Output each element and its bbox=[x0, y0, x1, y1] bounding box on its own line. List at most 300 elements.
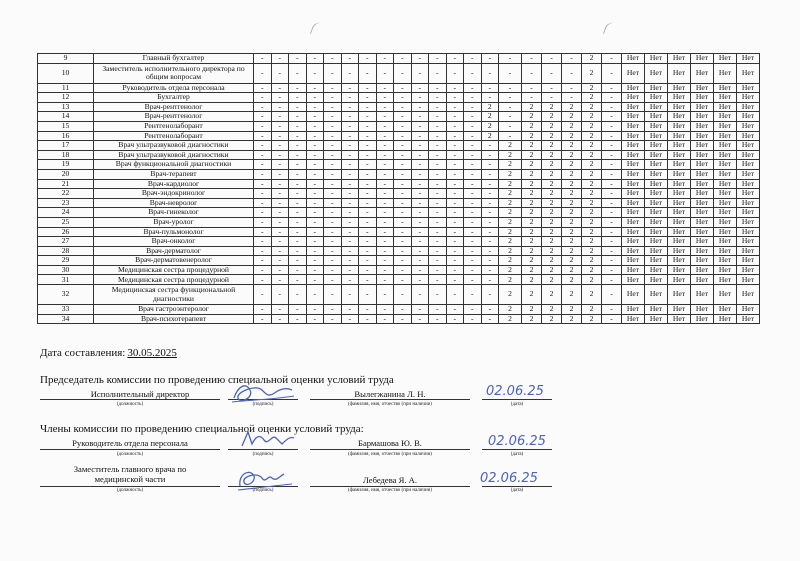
factor-cell: - bbox=[446, 256, 464, 266]
factor-cell: - bbox=[394, 189, 412, 199]
factor-cell: - bbox=[394, 246, 412, 256]
class-cell: 2 bbox=[582, 131, 602, 141]
position-cell: Врач-пульмонолог bbox=[94, 227, 254, 237]
factor-cell: 2 bbox=[562, 141, 582, 151]
factor-cell: - bbox=[481, 227, 499, 237]
factor-cell: 2 bbox=[562, 227, 582, 237]
factor-cell: - bbox=[341, 63, 359, 83]
guarantee-cell: Нет bbox=[668, 265, 691, 275]
factor-cell: - bbox=[429, 63, 447, 83]
factor-cell: 2 bbox=[522, 217, 542, 227]
guarantee-cell: Нет bbox=[645, 160, 668, 170]
class-cell: 2 bbox=[582, 169, 602, 179]
factor-cell: - bbox=[411, 169, 429, 179]
factor-cell: - bbox=[446, 208, 464, 218]
underline bbox=[482, 449, 552, 450]
factor-cell: - bbox=[359, 305, 377, 315]
factor-cell: - bbox=[499, 93, 522, 103]
row-number-cell: 9 bbox=[38, 54, 94, 64]
flag-cell: - bbox=[602, 208, 622, 218]
factor-cell: - bbox=[394, 227, 412, 237]
guarantee-cell: Нет bbox=[737, 150, 760, 160]
factor-cell: 2 bbox=[522, 198, 542, 208]
factor-cell: - bbox=[254, 121, 272, 131]
flag-cell: - bbox=[602, 246, 622, 256]
factor-cell: 2 bbox=[522, 246, 542, 256]
factor-cell: - bbox=[341, 314, 359, 324]
factor-cell: - bbox=[429, 314, 447, 324]
factor-cell: - bbox=[411, 93, 429, 103]
factor-cell: 2 bbox=[542, 217, 562, 227]
factor-cell: - bbox=[289, 189, 307, 199]
factor-cell: - bbox=[376, 54, 394, 64]
factor-cell: - bbox=[429, 93, 447, 103]
factor-cell: - bbox=[429, 237, 447, 247]
factor-cell: - bbox=[289, 227, 307, 237]
factor-cell: 2 bbox=[522, 227, 542, 237]
factor-cell: - bbox=[481, 265, 499, 275]
guarantee-cell: Нет bbox=[691, 189, 714, 199]
flag-cell: - bbox=[602, 179, 622, 189]
factor-cell: - bbox=[542, 54, 562, 64]
table-row bbox=[38, 237, 760, 247]
factor-cell: - bbox=[306, 198, 324, 208]
guarantee-cell: Нет bbox=[645, 208, 668, 218]
factor-cell: - bbox=[271, 256, 289, 266]
factor-cell: - bbox=[271, 179, 289, 189]
factor-cell: 2 bbox=[499, 169, 522, 179]
flag-cell: - bbox=[602, 131, 622, 141]
factor-cell: - bbox=[446, 285, 464, 305]
factor-cell: - bbox=[464, 237, 482, 247]
factor-cell: - bbox=[446, 131, 464, 141]
factor-cell: - bbox=[376, 246, 394, 256]
factor-cell: - bbox=[446, 305, 464, 315]
factor-cell: - bbox=[359, 160, 377, 170]
table-row bbox=[38, 305, 760, 315]
factor-cell: - bbox=[324, 265, 342, 275]
caption-position: (должность) bbox=[116, 402, 144, 407]
chair-section-title: Председатель комиссии по проведению специальной оценки условий труда bbox=[40, 374, 394, 386]
factor-cell: - bbox=[499, 121, 522, 131]
factor-cell: - bbox=[254, 305, 272, 315]
factor-cell: - bbox=[341, 83, 359, 93]
underline bbox=[40, 399, 220, 400]
factor-cell: - bbox=[341, 179, 359, 189]
flag-cell: - bbox=[602, 189, 622, 199]
class-cell: 2 bbox=[582, 121, 602, 131]
row-number-cell: 24 bbox=[38, 208, 94, 218]
factor-cell: 2 bbox=[522, 208, 542, 218]
guarantee-cell: Нет bbox=[645, 198, 668, 208]
guarantee-cell: Нет bbox=[668, 179, 691, 189]
table-row bbox=[38, 179, 760, 189]
guarantee-cell: Нет bbox=[668, 246, 691, 256]
factor-cell: - bbox=[411, 227, 429, 237]
factor-cell: - bbox=[341, 227, 359, 237]
factor-cell: - bbox=[464, 314, 482, 324]
factor-cell: - bbox=[464, 169, 482, 179]
factor-cell: - bbox=[324, 256, 342, 266]
factor-cell: 2 bbox=[499, 179, 522, 189]
class-cell: 2 bbox=[582, 141, 602, 151]
table-row bbox=[38, 54, 760, 64]
factor-cell: 2 bbox=[522, 160, 542, 170]
factor-cell: 2 bbox=[522, 102, 542, 112]
factor-cell: - bbox=[289, 112, 307, 122]
guarantee-cell: Нет bbox=[691, 217, 714, 227]
row-number-cell: 31 bbox=[38, 275, 94, 285]
factor-cell: - bbox=[394, 314, 412, 324]
position-cell: Рентгенолаборант bbox=[94, 121, 254, 131]
factor-cell: - bbox=[446, 246, 464, 256]
factor-cell: - bbox=[324, 227, 342, 237]
factor-cell: - bbox=[376, 217, 394, 227]
factor-cell: - bbox=[324, 208, 342, 218]
factor-cell: - bbox=[324, 54, 342, 64]
guarantee-cell: Нет bbox=[668, 150, 691, 160]
factor-cell: - bbox=[289, 198, 307, 208]
table-row bbox=[38, 131, 760, 141]
factor-cell: - bbox=[429, 275, 447, 285]
guarantee-cell: Нет bbox=[714, 227, 737, 237]
factor-cell: - bbox=[394, 131, 412, 141]
factor-cell: - bbox=[481, 285, 499, 305]
factor-cell: - bbox=[394, 169, 412, 179]
row-number-cell: 26 bbox=[38, 227, 94, 237]
factor-cell: 2 bbox=[542, 189, 562, 199]
factor-cell: 2 bbox=[542, 208, 562, 218]
guarantee-cell: Нет bbox=[622, 54, 645, 64]
factor-cell: - bbox=[289, 150, 307, 160]
factor-cell: - bbox=[324, 150, 342, 160]
factor-cell: 2 bbox=[562, 102, 582, 112]
factor-cell: - bbox=[254, 227, 272, 237]
factor-cell: - bbox=[411, 83, 429, 93]
position-cell: Врач-эндокринолог bbox=[94, 189, 254, 199]
guarantee-cell: Нет bbox=[737, 198, 760, 208]
factor-cell: - bbox=[254, 275, 272, 285]
position-cell: Врач-гинеколог bbox=[94, 208, 254, 218]
guarantee-cell: Нет bbox=[645, 54, 668, 64]
factor-cell: - bbox=[289, 93, 307, 103]
guarantee-cell: Нет bbox=[691, 121, 714, 131]
guarantee-cell: Нет bbox=[622, 179, 645, 189]
factor-cell: - bbox=[289, 54, 307, 64]
guarantee-cell: Нет bbox=[714, 198, 737, 208]
factor-cell: 2 bbox=[542, 112, 562, 122]
factor-cell: - bbox=[341, 121, 359, 131]
guarantee-cell: Нет bbox=[622, 160, 645, 170]
factor-cell: - bbox=[306, 121, 324, 131]
guarantee-cell: Нет bbox=[622, 246, 645, 256]
guarantee-cell: Нет bbox=[714, 102, 737, 112]
factor-cell: - bbox=[359, 179, 377, 189]
guarantee-cell: Нет bbox=[622, 169, 645, 179]
factor-cell: - bbox=[429, 227, 447, 237]
factor-cell: - bbox=[306, 314, 324, 324]
class-cell: 2 bbox=[582, 285, 602, 305]
factor-cell: - bbox=[306, 275, 324, 285]
factor-cell: - bbox=[481, 217, 499, 227]
factor-cell: - bbox=[376, 150, 394, 160]
guarantee-cell: Нет bbox=[645, 189, 668, 199]
factor-cell: 2 bbox=[542, 246, 562, 256]
factor-cell: - bbox=[522, 63, 542, 83]
factor-cell: - bbox=[271, 217, 289, 227]
factor-cell: - bbox=[359, 265, 377, 275]
guarantee-cell: Нет bbox=[622, 150, 645, 160]
flag-cell: - bbox=[602, 256, 622, 266]
factor-cell: - bbox=[289, 217, 307, 227]
factor-cell: - bbox=[446, 102, 464, 112]
guarantee-cell: Нет bbox=[645, 285, 668, 305]
factor-cell: - bbox=[464, 305, 482, 315]
guarantee-cell: Нет bbox=[714, 305, 737, 315]
position-cell: Врач-рентгенолог bbox=[94, 112, 254, 122]
factor-cell: - bbox=[481, 160, 499, 170]
factor-cell: - bbox=[411, 131, 429, 141]
factor-cell: - bbox=[446, 275, 464, 285]
guarantee-cell: Нет bbox=[668, 83, 691, 93]
factor-cell: 2 bbox=[522, 275, 542, 285]
factor-cell: - bbox=[481, 246, 499, 256]
factor-cell: - bbox=[464, 102, 482, 112]
factor-cell: - bbox=[289, 160, 307, 170]
guarantee-cell: Нет bbox=[622, 305, 645, 315]
factor-cell: - bbox=[394, 121, 412, 131]
factor-cell: - bbox=[376, 93, 394, 103]
table-row bbox=[38, 198, 760, 208]
factor-cell: - bbox=[542, 63, 562, 83]
guarantee-cell: Нет bbox=[737, 208, 760, 218]
factor-cell: - bbox=[341, 285, 359, 305]
guarantee-cell: Нет bbox=[622, 237, 645, 247]
factor-cell: - bbox=[359, 198, 377, 208]
factor-cell: - bbox=[429, 256, 447, 266]
class-cell: 2 bbox=[582, 198, 602, 208]
factor-cell: 2 bbox=[562, 198, 582, 208]
factor-cell: - bbox=[254, 198, 272, 208]
factor-cell: - bbox=[306, 150, 324, 160]
factor-cell: - bbox=[341, 102, 359, 112]
guarantee-cell: Нет bbox=[737, 131, 760, 141]
factor-cell: - bbox=[376, 83, 394, 93]
factor-cell: - bbox=[359, 63, 377, 83]
caption-fio: (фамилия, имя, отчество (при наличии) bbox=[348, 452, 432, 457]
factor-cell: - bbox=[464, 246, 482, 256]
factor-cell: - bbox=[254, 208, 272, 218]
factor-cell: - bbox=[394, 208, 412, 218]
factor-cell: - bbox=[289, 208, 307, 218]
guarantee-cell: Нет bbox=[622, 217, 645, 227]
guarantee-cell: Нет bbox=[691, 141, 714, 151]
factor-cell: - bbox=[446, 198, 464, 208]
factor-cell: 2 bbox=[562, 189, 582, 199]
member-1-name: Бармашова Ю. В. bbox=[358, 438, 422, 448]
factor-cell: 2 bbox=[562, 208, 582, 218]
factor-cell: - bbox=[429, 83, 447, 93]
guarantee-cell: Нет bbox=[622, 275, 645, 285]
guarantee-cell: Нет bbox=[645, 102, 668, 112]
factor-cell: - bbox=[499, 112, 522, 122]
factor-cell: - bbox=[359, 121, 377, 131]
row-number-cell: 34 bbox=[38, 314, 94, 324]
guarantee-cell: Нет bbox=[714, 179, 737, 189]
factor-cell: - bbox=[359, 256, 377, 266]
factor-cell: - bbox=[411, 285, 429, 305]
factor-cell: - bbox=[522, 83, 542, 93]
caption-position: (должность) bbox=[116, 452, 144, 457]
row-number-cell: 28 bbox=[38, 246, 94, 256]
factor-cell: - bbox=[289, 305, 307, 315]
underline bbox=[310, 399, 470, 400]
factor-cell: - bbox=[394, 150, 412, 160]
factor-cell: - bbox=[464, 256, 482, 266]
factor-cell: - bbox=[271, 189, 289, 199]
factor-cell: - bbox=[289, 246, 307, 256]
guarantee-cell: Нет bbox=[668, 237, 691, 247]
guarantee-cell: Нет bbox=[622, 63, 645, 83]
guarantee-cell: Нет bbox=[668, 198, 691, 208]
factor-cell: - bbox=[324, 314, 342, 324]
factor-cell: - bbox=[446, 63, 464, 83]
factor-cell: - bbox=[464, 179, 482, 189]
factor-cell: - bbox=[254, 54, 272, 64]
factor-cell: - bbox=[411, 189, 429, 199]
factor-cell: - bbox=[446, 265, 464, 275]
factor-cell: 2 bbox=[522, 305, 542, 315]
guarantee-cell: Нет bbox=[645, 93, 668, 103]
member-2-signature-icon bbox=[232, 462, 296, 496]
row-number-cell: 16 bbox=[38, 131, 94, 141]
factor-cell: - bbox=[271, 285, 289, 305]
guarantee-cell: Нет bbox=[668, 314, 691, 324]
factor-cell: 2 bbox=[562, 150, 582, 160]
factor-cell: - bbox=[429, 102, 447, 112]
factor-cell: - bbox=[446, 217, 464, 227]
factor-cell: - bbox=[289, 256, 307, 266]
guarantee-cell: Нет bbox=[737, 189, 760, 199]
factor-cell: - bbox=[376, 179, 394, 189]
flag-cell: - bbox=[602, 93, 622, 103]
guarantee-cell: Нет bbox=[737, 314, 760, 324]
factor-cell: 2 bbox=[499, 305, 522, 315]
factor-cell: - bbox=[411, 246, 429, 256]
factor-cell: - bbox=[289, 179, 307, 189]
caption-date: (дата) bbox=[510, 452, 524, 457]
factor-cell: - bbox=[429, 131, 447, 141]
factor-cell: - bbox=[271, 102, 289, 112]
factor-cell: 2 bbox=[499, 160, 522, 170]
guarantee-cell: Нет bbox=[691, 237, 714, 247]
row-number-cell: 25 bbox=[38, 217, 94, 227]
position-cell: Врач-онколог bbox=[94, 237, 254, 247]
guarantee-cell: Нет bbox=[645, 112, 668, 122]
class-cell: 2 bbox=[582, 63, 602, 83]
factor-cell: - bbox=[324, 160, 342, 170]
factor-cell: - bbox=[394, 54, 412, 64]
guarantee-cell: Нет bbox=[691, 160, 714, 170]
table-row bbox=[38, 208, 760, 218]
factor-cell: - bbox=[376, 305, 394, 315]
class-cell: 2 bbox=[582, 208, 602, 218]
guarantee-cell: Нет bbox=[737, 265, 760, 275]
factor-cell: - bbox=[341, 112, 359, 122]
guarantee-cell: Нет bbox=[714, 246, 737, 256]
guarantee-cell: Нет bbox=[622, 198, 645, 208]
guarantee-cell: Нет bbox=[737, 169, 760, 179]
guarantee-cell: Нет bbox=[691, 54, 714, 64]
factor-cell: - bbox=[324, 275, 342, 285]
guarantee-cell: Нет bbox=[645, 275, 668, 285]
factor-cell: - bbox=[324, 131, 342, 141]
factor-cell: - bbox=[306, 237, 324, 247]
factor-cell: 2 bbox=[562, 285, 582, 305]
guarantee-cell: Нет bbox=[737, 227, 760, 237]
factor-cell: - bbox=[341, 208, 359, 218]
row-number-cell: 33 bbox=[38, 305, 94, 315]
factor-cell: - bbox=[341, 141, 359, 151]
factor-cell: - bbox=[394, 198, 412, 208]
guarantee-cell: Нет bbox=[691, 275, 714, 285]
factor-cell: - bbox=[446, 150, 464, 160]
factor-cell: 2 bbox=[522, 265, 542, 275]
factor-cell: - bbox=[464, 141, 482, 151]
guarantee-cell: Нет bbox=[714, 93, 737, 103]
factor-cell: 2 bbox=[562, 237, 582, 247]
factor-cell: - bbox=[341, 131, 359, 141]
underline bbox=[310, 486, 470, 487]
factor-cell: - bbox=[481, 141, 499, 151]
position-cell: Медицинская сестра процедурной bbox=[94, 265, 254, 275]
factor-cell: - bbox=[271, 169, 289, 179]
factor-cell: - bbox=[429, 121, 447, 131]
factor-cell: - bbox=[481, 179, 499, 189]
position-cell: Бухгалтер bbox=[94, 93, 254, 103]
guarantee-cell: Нет bbox=[714, 314, 737, 324]
factor-cell: - bbox=[481, 275, 499, 285]
guarantee-cell: Нет bbox=[691, 305, 714, 315]
factor-cell: - bbox=[411, 305, 429, 315]
factor-cell: - bbox=[289, 314, 307, 324]
factor-cell: - bbox=[429, 265, 447, 275]
factor-cell: - bbox=[254, 265, 272, 275]
table-row bbox=[38, 102, 760, 112]
factor-cell: - bbox=[411, 63, 429, 83]
table-row bbox=[38, 63, 760, 83]
guarantee-cell: Нет bbox=[668, 63, 691, 83]
caption-fio: (фамилия, имя, отчество (при наличии) bbox=[348, 488, 432, 493]
factor-cell: - bbox=[271, 93, 289, 103]
guarantee-cell: Нет bbox=[691, 102, 714, 112]
factor-cell: - bbox=[306, 160, 324, 170]
class-cell: 2 bbox=[582, 102, 602, 112]
factor-cell: - bbox=[359, 169, 377, 179]
factor-cell: - bbox=[429, 112, 447, 122]
factor-cell: - bbox=[411, 112, 429, 122]
guarantee-cell: Нет bbox=[737, 102, 760, 112]
factor-cell: - bbox=[359, 189, 377, 199]
guarantee-cell: Нет bbox=[645, 314, 668, 324]
factor-cell: - bbox=[562, 93, 582, 103]
underline bbox=[482, 486, 552, 487]
flag-cell: - bbox=[602, 63, 622, 83]
guarantee-cell: Нет bbox=[668, 93, 691, 103]
factor-cell: - bbox=[324, 102, 342, 112]
position-cell: Врач ультразвуковой диагностики bbox=[94, 141, 254, 151]
guarantee-cell: Нет bbox=[622, 102, 645, 112]
